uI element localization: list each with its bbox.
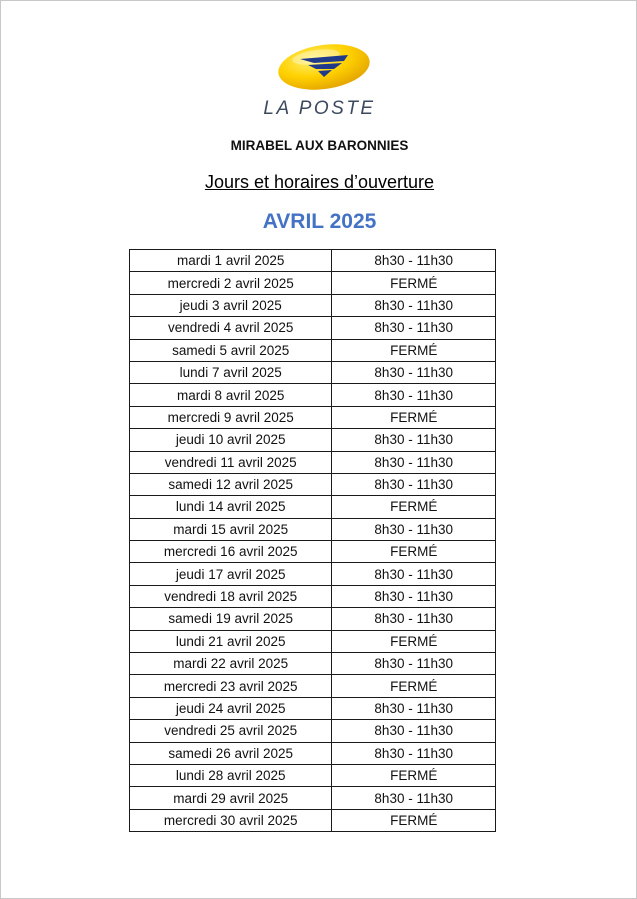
day-cell: mercredi 9 avril 2025 bbox=[130, 406, 332, 428]
table-row bbox=[130, 541, 496, 563]
hours-cell: FERMÉ bbox=[332, 764, 496, 786]
day-cell: jeudi 17 avril 2025 bbox=[130, 563, 332, 585]
day-cell: mardi 15 avril 2025 bbox=[130, 518, 332, 540]
day-cell: mardi 22 avril 2025 bbox=[130, 653, 332, 675]
table-row bbox=[130, 787, 496, 809]
day-cell: samedi 12 avril 2025 bbox=[130, 473, 332, 495]
hours-cell: FERMÉ bbox=[332, 541, 496, 563]
hours-cell: FERMÉ bbox=[332, 339, 496, 361]
day-cell: vendredi 11 avril 2025 bbox=[130, 451, 332, 473]
day-cell: lundi 21 avril 2025 bbox=[130, 630, 332, 652]
month-title: AVRIL 2025 bbox=[262, 210, 377, 233]
table-row bbox=[130, 809, 496, 831]
table-row bbox=[130, 473, 496, 495]
page-title: Jours et horaires d’ouverture bbox=[204, 172, 435, 192]
table-row bbox=[130, 608, 496, 630]
table-row bbox=[130, 406, 496, 428]
hours-cell: FERMÉ bbox=[332, 272, 496, 294]
table-row bbox=[130, 250, 496, 272]
hours-cell: FERMÉ bbox=[332, 809, 496, 831]
table-row bbox=[130, 697, 496, 719]
day-cell: lundi 7 avril 2025 bbox=[130, 361, 332, 383]
hours-cell: 8h30 - 11h30 bbox=[332, 697, 496, 719]
hours-cell: FERMÉ bbox=[332, 406, 496, 428]
table-row bbox=[130, 496, 496, 518]
town-name: MIRABEL AUX BARONNIES bbox=[230, 138, 409, 153]
table-row bbox=[130, 317, 496, 339]
table-row bbox=[130, 585, 496, 607]
hours-cell: 8h30 - 11h30 bbox=[332, 563, 496, 585]
day-cell: samedi 26 avril 2025 bbox=[130, 742, 332, 764]
hours-cell: 8h30 - 11h30 bbox=[332, 384, 496, 406]
day-cell: mardi 1 avril 2025 bbox=[130, 250, 332, 272]
day-cell: lundi 28 avril 2025 bbox=[130, 764, 332, 786]
hours-cell: FERMÉ bbox=[332, 496, 496, 518]
hours-cell: 8h30 - 11h30 bbox=[332, 317, 496, 339]
table-row bbox=[130, 742, 496, 764]
table-row bbox=[130, 294, 496, 316]
hours-cell: 8h30 - 11h30 bbox=[332, 451, 496, 473]
day-cell: vendredi 18 avril 2025 bbox=[130, 585, 332, 607]
hours-cell: 8h30 - 11h30 bbox=[332, 361, 496, 383]
day-cell: mardi 29 avril 2025 bbox=[130, 787, 332, 809]
day-cell: vendredi 25 avril 2025 bbox=[130, 720, 332, 742]
table-row bbox=[130, 653, 496, 675]
hours-cell: 8h30 - 11h30 bbox=[332, 720, 496, 742]
table-row bbox=[130, 451, 496, 473]
la-poste-wordmark: LA POSTE bbox=[263, 98, 376, 119]
hours-cell: 8h30 - 11h30 bbox=[332, 250, 496, 272]
table-row bbox=[130, 429, 496, 451]
hours-cell: FERMÉ bbox=[332, 675, 496, 697]
hours-cell: 8h30 - 11h30 bbox=[332, 518, 496, 540]
day-cell: mercredi 30 avril 2025 bbox=[130, 809, 332, 831]
day-cell: jeudi 10 avril 2025 bbox=[130, 429, 332, 451]
hours-cell: 8h30 - 11h30 bbox=[332, 294, 496, 316]
day-cell: mardi 8 avril 2025 bbox=[130, 384, 332, 406]
day-cell: vendredi 4 avril 2025 bbox=[130, 317, 332, 339]
hours-cell: 8h30 - 11h30 bbox=[332, 787, 496, 809]
table-row bbox=[130, 361, 496, 383]
day-cell: jeudi 24 avril 2025 bbox=[130, 697, 332, 719]
table-row bbox=[130, 518, 496, 540]
opening-hours-table bbox=[129, 249, 496, 832]
la-poste-bird-logo-icon bbox=[274, 41, 374, 93]
day-cell: samedi 5 avril 2025 bbox=[130, 339, 332, 361]
hours-cell: 8h30 - 11h30 bbox=[332, 608, 496, 630]
hours-cell: 8h30 - 11h30 bbox=[332, 585, 496, 607]
hours-cell: 8h30 - 11h30 bbox=[332, 473, 496, 495]
hours-cell: 8h30 - 11h30 bbox=[332, 429, 496, 451]
day-cell: jeudi 3 avril 2025 bbox=[130, 294, 332, 316]
table-row bbox=[130, 563, 496, 585]
hours-cell: 8h30 - 11h30 bbox=[332, 742, 496, 764]
table-row bbox=[130, 720, 496, 742]
table-row bbox=[130, 630, 496, 652]
table-row bbox=[130, 384, 496, 406]
hours-cell: FERMÉ bbox=[332, 630, 496, 652]
table-row bbox=[130, 272, 496, 294]
hours-cell: 8h30 - 11h30 bbox=[332, 653, 496, 675]
day-cell: mercredi 16 avril 2025 bbox=[130, 541, 332, 563]
day-cell: mercredi 2 avril 2025 bbox=[130, 272, 332, 294]
table-row bbox=[130, 764, 496, 786]
day-cell: lundi 14 avril 2025 bbox=[130, 496, 332, 518]
day-cell: mercredi 23 avril 2025 bbox=[130, 675, 332, 697]
table-row bbox=[130, 339, 496, 361]
table-row bbox=[130, 675, 496, 697]
day-cell: samedi 19 avril 2025 bbox=[130, 608, 332, 630]
